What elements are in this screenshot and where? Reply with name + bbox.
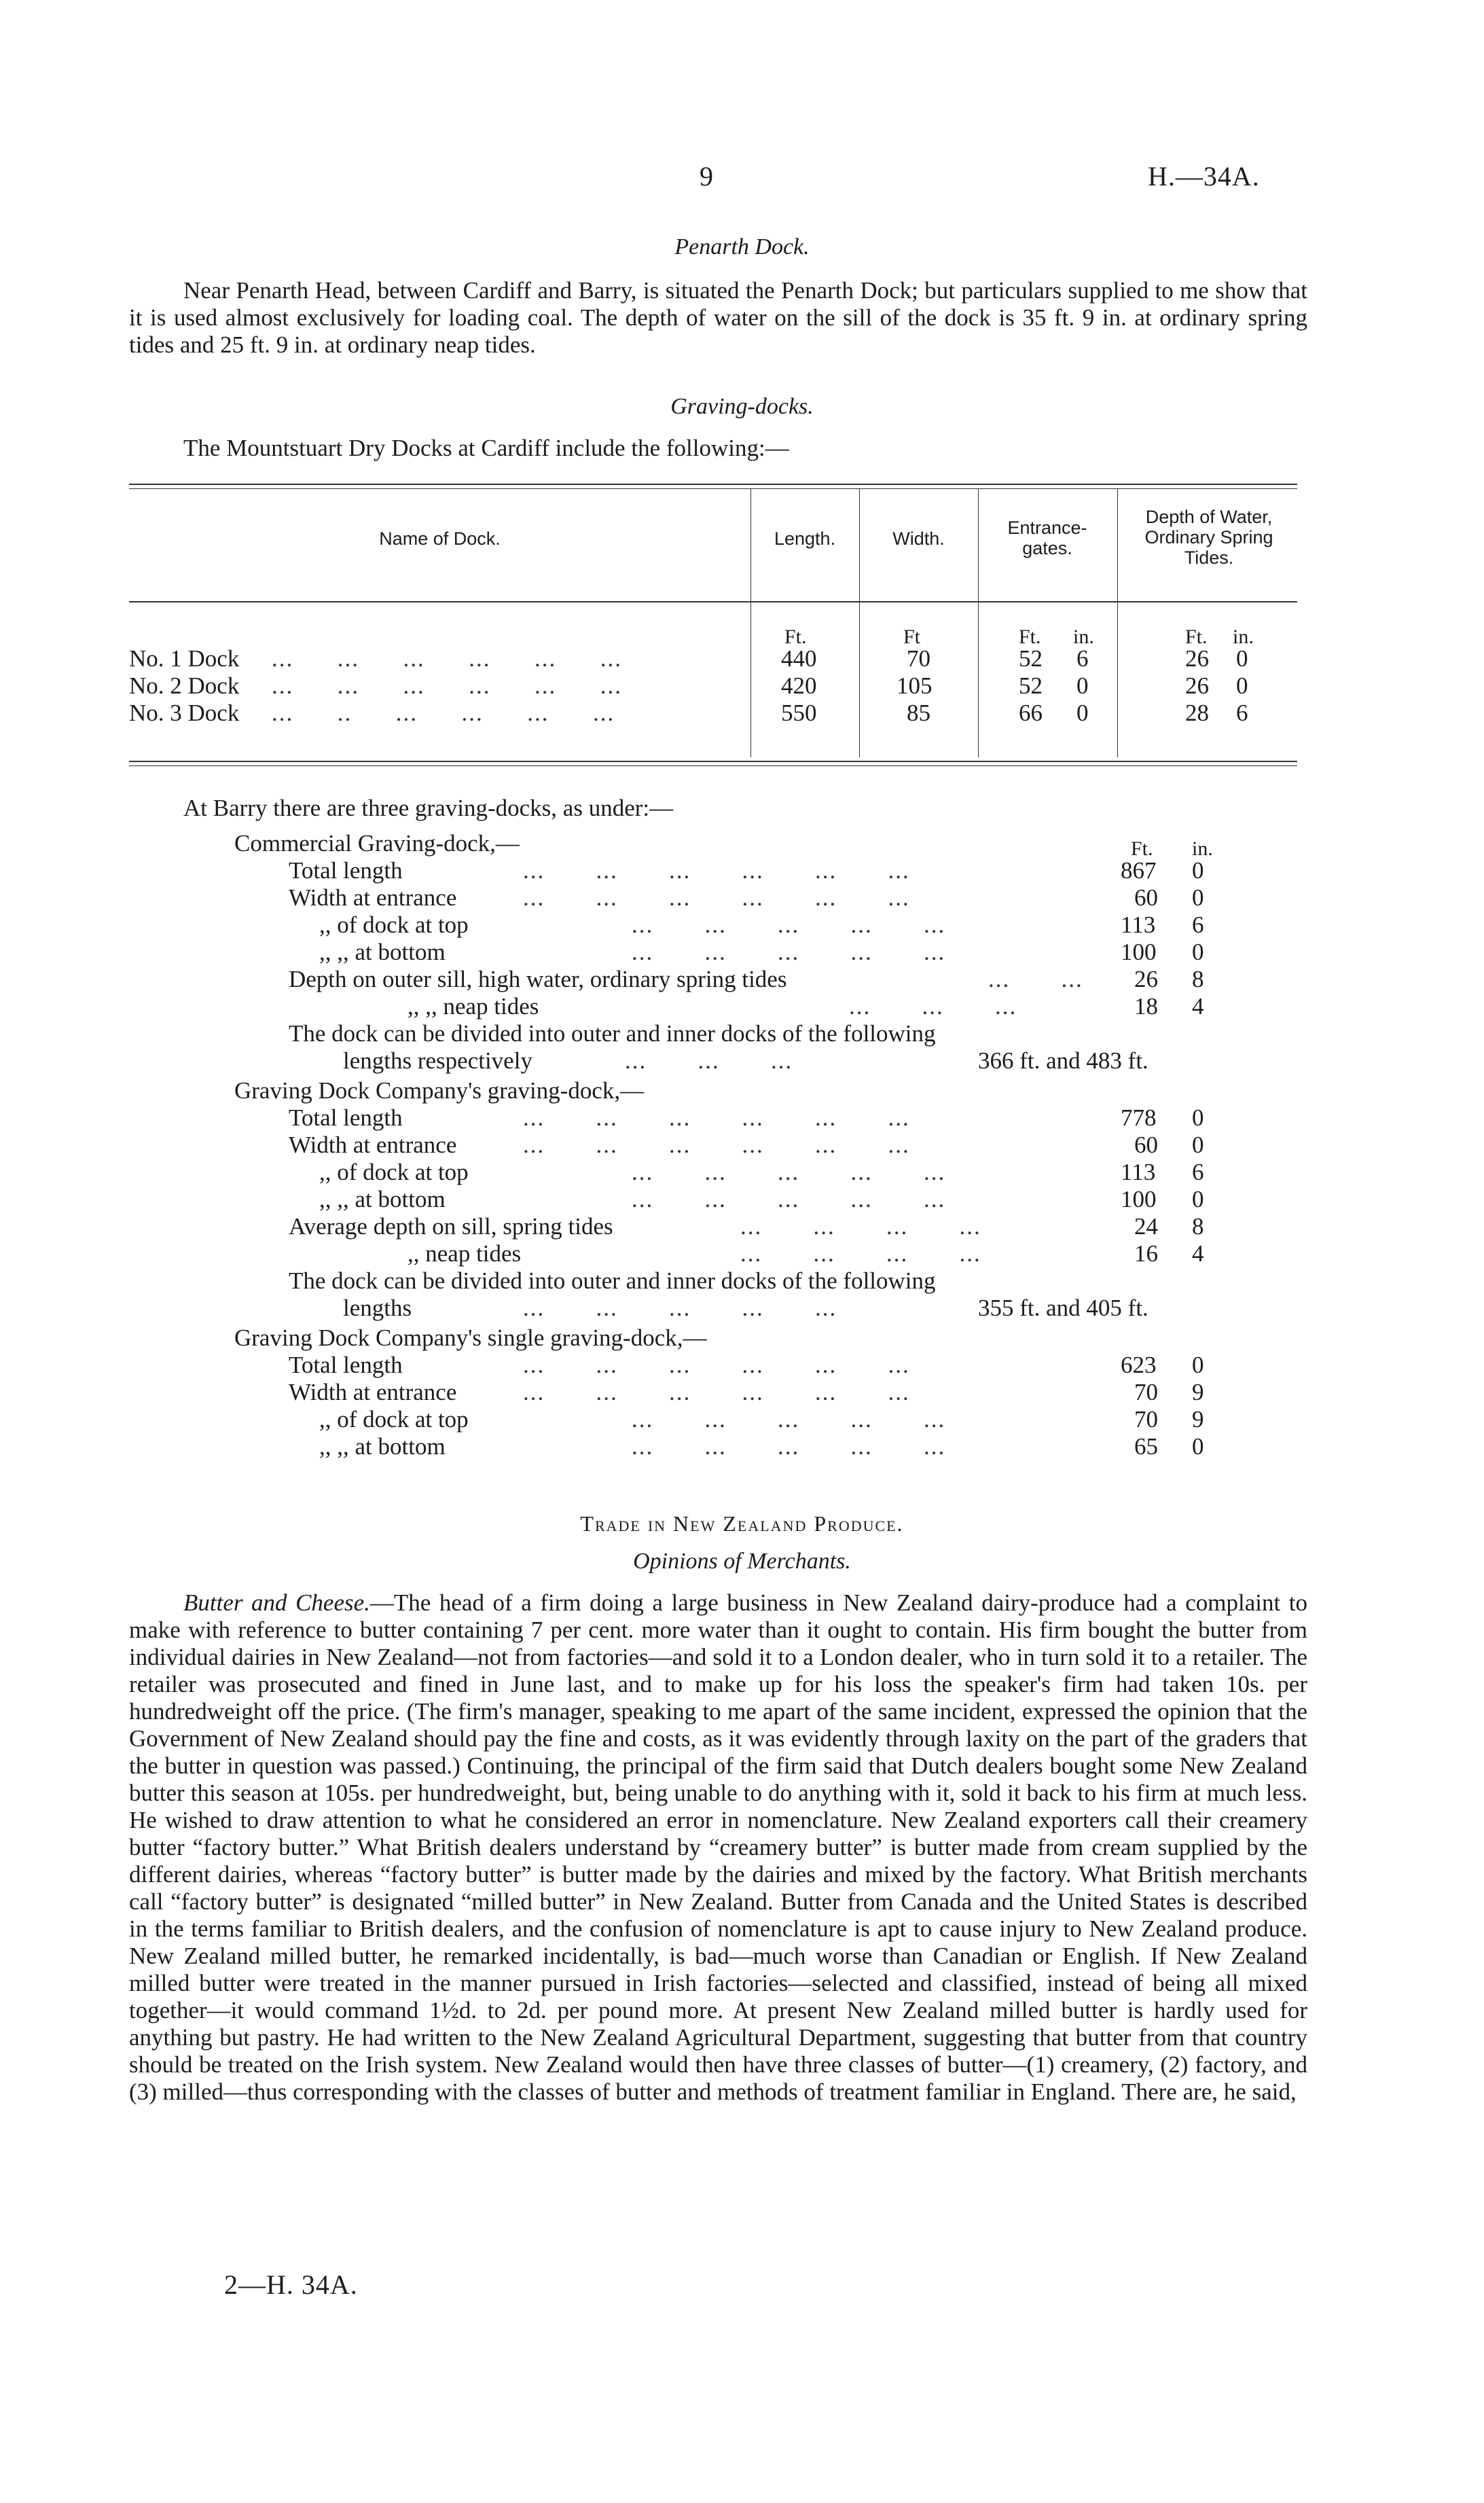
barry-intro: At Barry there are three graving-docks, as under:— xyxy=(183,795,674,821)
penarth-paragraph xyxy=(129,277,1307,359)
unit-length: Ft. xyxy=(784,626,807,648)
dock-item-ft: 867 xyxy=(1121,857,1157,884)
barry-unit-ft: Ft. xyxy=(1131,838,1153,860)
row-width: 85 xyxy=(907,700,930,726)
row-depth-ft: 26 xyxy=(1185,672,1209,699)
dock-item-in: 6 xyxy=(1192,912,1204,938)
dock-item-in: 0 xyxy=(1192,1352,1204,1378)
unit-gates-ft: Ft. xyxy=(1019,626,1041,648)
commercial-division-values: 366 ft. and 483 ft. xyxy=(978,1047,1148,1074)
dock-item-in: 0 xyxy=(1192,1186,1204,1212)
header-depth: Depth of Water, Ordinary Spring Tides. xyxy=(1144,507,1273,568)
trade-heading: Trade in New Zealand Produce. xyxy=(580,1511,904,1536)
dock-item-ft: 113 xyxy=(1121,1159,1156,1185)
paper-reference: H.—34A. xyxy=(1148,161,1260,192)
dock-item-in: 0 xyxy=(1192,939,1204,965)
row-length: 440 xyxy=(781,645,817,672)
dock-item-in: 4 xyxy=(1192,993,1204,1020)
table-bottom-rule xyxy=(129,761,1297,766)
dock-item-in: 0 xyxy=(1192,1104,1204,1131)
unit-gates-in: in. xyxy=(1073,626,1094,648)
commercial-division-line1: The dock can be divided into outer and inner docks of the following xyxy=(289,1020,936,1047)
row-gates-in: 0 xyxy=(1076,672,1089,699)
dock-item-ft: 623 xyxy=(1121,1352,1157,1378)
dock-item-label: Width at entrance xyxy=(289,884,457,911)
row-length: 550 xyxy=(781,700,817,726)
leader-dots: ... ... ... ... ... ... xyxy=(523,1104,910,1131)
row-depth-in: 0 xyxy=(1236,672,1248,699)
dock-item-in: 6 xyxy=(1192,1159,1204,1185)
dock-item-label: ,, ,, neap tides xyxy=(408,993,539,1020)
row-depth-in: 6 xyxy=(1236,700,1248,726)
dock-item-ft: 24 xyxy=(1134,1213,1158,1240)
row-gates-ft: 52 xyxy=(1019,645,1043,672)
dock-item-ft: 778 xyxy=(1121,1104,1157,1131)
row-width: 105 xyxy=(897,672,933,699)
leader-dots: ... ... ... ... ... ... xyxy=(523,1379,910,1405)
dock-item-label: ,, ,, at bottom xyxy=(319,1433,446,1460)
leader-dots: ... ... ... ... ... xyxy=(632,1186,946,1212)
leader-dots: ... ... ... ... ... ... xyxy=(523,884,910,911)
penarth-text: Near Penarth Head, between Cardiff and Barry, is situated the Penarth Dock; but particulars supplied to me show that it is used almost exclusively for loading coal. The depth of water on the sill of the dock is 35 ft. 9 in. at ordinary spring tides and 25 ft. 9 in. at ordinary neap tides. xyxy=(129,277,1307,358)
footer-signature: 2—H. 34A. xyxy=(224,2269,358,2300)
company-division-line1: The dock can be divided into outer and inner docks of the following xyxy=(289,1267,936,1294)
leader-dots: ... ... ... ... ... ... xyxy=(272,672,622,699)
graving-heading: Graving-docks. xyxy=(670,394,814,419)
trade-text: —The head of a firm doing a large business in New Zealand dairy-produce had a complaint to make with reference to butter containing 7 per cent. more water than it ought to contain. His firm bought the butter from individual dairies in New Zealand—not from factories—and sold it to a London dealer, who in turn sold it to a retailer. The retailer was prosecuted and fined in June last, and to make up for his loss the speaker's firm had taken 10s. per hundredweight off the price. (The firm's manager, speaking to me apart of the same incident, expressed the opinion that the Government of New Zealand should pay the fine and costs, as it was evidently through laxity on the part of the graders that the butter in question was passed.) Continuing, the principal of the firm said that Dutch dealers bought some New Zealand butter this season at 105s. per hundredweight, but, being unable to do anything with it, sold it back to his firm at much less. He wished to draw attention to what he considered an error in nomenclature. New Zealand exporters call their creamery butter “factory butter.” What British dealers understand by “creamery butter” is butter made from cream supplied by the different dairies, whereas “factory butter” is butter made by the dairies and mixed by the factory. What British merchants call “factory butter” is designated “milled butter” in New Zealand. Butter from Canada and the United States is described in the terms familiar to British dealers, and the confusion of nomenclature is apt to cause injury to New Zealand produce. New Zealand milled butter, he remarked incidentally, is bad—much worse than Canadian or English. If New Zealand milled butter were treated in the manner pursued in Irish factories—selected and classified, instead of being all mixed together—it would command 1½d. to 2d. per pound more. At present New Zealand milled butter is hardly used for anything but pastry. He had written to the New Zealand Agricultural Department, suggesting that butter from that country should be treated on the Irish system. New Zealand would then have three classes of butter—(1) creamery, (2) factory, and (3) milled—thus corresponding with the classes of butter and methods of treatment familiar in England. There are, he said, xyxy=(129,1589,1307,2105)
dock-item-label: Average depth on sill, spring tides xyxy=(289,1213,613,1240)
leader-dots: ... .. ... ... ... ... xyxy=(272,700,615,726)
dock-item-in: 9 xyxy=(1192,1379,1204,1405)
dock-item-ft: 70 xyxy=(1134,1406,1158,1433)
dock-item-ft: 26 xyxy=(1134,966,1158,992)
leader-dots: ... ... ... ... ... ... xyxy=(523,1352,910,1378)
header-gates: Entrance-gates. xyxy=(1007,518,1087,558)
company-division-line2: lengths xyxy=(343,1295,412,1321)
dock-item-label: ,, ,, at bottom xyxy=(319,939,446,965)
dock-item-in: 0 xyxy=(1192,857,1204,884)
dock-item-label: ,, neap tides xyxy=(408,1240,522,1267)
dock-item-ft: 60 xyxy=(1134,1132,1158,1158)
single-title: Graving Dock Company's single graving-dock,— xyxy=(234,1325,707,1351)
dock-item-ft: 18 xyxy=(1134,993,1158,1020)
dock-item-in: 0 xyxy=(1192,1132,1204,1158)
dock-item-label: ,, ,, at bottom xyxy=(319,1186,446,1212)
row-gates-ft: 52 xyxy=(1019,672,1043,699)
penarth-heading: Penarth Dock. xyxy=(674,234,810,259)
unit-depth-in: in. xyxy=(1233,626,1254,648)
trade-lead: Butter and Cheese. xyxy=(183,1589,370,1616)
leader-dots: ... ... ... ... xyxy=(740,1240,981,1267)
header-name: Name of Dock. xyxy=(379,528,501,549)
leader-dots: ... ... xyxy=(988,966,1083,992)
row-width: 70 xyxy=(907,645,930,672)
header-length: Length. xyxy=(774,528,836,549)
row-depth-ft: 28 xyxy=(1185,700,1209,726)
commercial-title: Commercial Graving-dock,— xyxy=(234,830,520,857)
dock-item-in: 0 xyxy=(1192,884,1204,911)
dock-item-label: Total length xyxy=(289,857,403,884)
row-name: No. 1 Dock xyxy=(129,645,240,672)
col-divider xyxy=(1117,489,1118,757)
dock-item-in: 0 xyxy=(1192,1433,1204,1460)
dock-item-label: Total length xyxy=(289,1352,403,1378)
leader-dots: ... ... ... ... ... xyxy=(523,1295,837,1321)
dock-item-in: 9 xyxy=(1192,1406,1204,1433)
commercial-division-line2: lengths respectively xyxy=(343,1047,532,1074)
dock-item-ft: 100 xyxy=(1121,1186,1157,1212)
trade-subheading: Opinions of Merchants. xyxy=(633,1549,851,1574)
leader-dots: ... ... ... ... ... xyxy=(632,1159,946,1185)
page-number: 9 xyxy=(700,161,713,192)
table-top-rule xyxy=(129,484,1297,489)
row-gates-in: 0 xyxy=(1076,700,1089,726)
leader-dots: ... ... ... ... ... xyxy=(632,912,946,938)
leader-dots: ... ... ... ... ... xyxy=(632,1406,946,1433)
dock-item-label: ,, of dock at top xyxy=(319,1159,469,1185)
dock-item-in: 8 xyxy=(1192,966,1204,992)
row-depth-in: 0 xyxy=(1236,645,1248,672)
dock-item-ft: 16 xyxy=(1134,1240,1158,1267)
company-title: Graving Dock Company's graving-dock,— xyxy=(234,1077,645,1104)
dock-item-label: Width at entrance xyxy=(289,1132,457,1158)
dock-item-ft: 65 xyxy=(1134,1433,1158,1460)
leader-dots: ... ... ... ... xyxy=(740,1213,981,1240)
leader-dots: ... ... ... ... ... xyxy=(632,939,946,965)
dock-item-ft: 70 xyxy=(1134,1379,1158,1405)
leader-dots: ... ... ... ... ... ... xyxy=(523,1132,910,1158)
graving-intro: The Mountstuart Dry Docks at Cardiff include the following:— xyxy=(183,435,789,461)
unit-depth-ft: Ft. xyxy=(1185,626,1208,648)
dock-item-ft: 100 xyxy=(1121,939,1157,965)
row-name: No. 3 Dock xyxy=(129,700,240,726)
dock-item-label: ,, of dock at top xyxy=(319,912,469,938)
leader-dots: ... ... ... xyxy=(849,993,1017,1020)
row-length: 420 xyxy=(781,672,817,699)
leader-dots: ... ... ... xyxy=(625,1047,793,1074)
dock-item-in: 4 xyxy=(1192,1240,1204,1267)
unit-width: Ft xyxy=(903,626,921,648)
dock-item-label: Total length xyxy=(289,1104,403,1131)
dock-item-label: ,, of dock at top xyxy=(319,1406,469,1433)
table-header-rule xyxy=(129,601,1297,602)
header-width: Width. xyxy=(892,528,945,549)
row-name: No. 2 Dock xyxy=(129,672,240,699)
dock-item-label: Width at entrance xyxy=(289,1379,457,1405)
dock-item-ft: 60 xyxy=(1134,884,1158,911)
row-depth-ft: 26 xyxy=(1185,645,1209,672)
trade-paragraph xyxy=(129,1589,1307,2106)
leader-dots: ... ... ... ... ... ... xyxy=(523,857,910,884)
row-gates-in: 6 xyxy=(1076,645,1089,672)
row-gates-ft: 66 xyxy=(1019,700,1043,726)
dock-item-label: Depth on outer sill, high water, ordinary spring tides xyxy=(289,966,787,992)
leader-dots: ... ... ... ... ... ... xyxy=(272,645,622,672)
dock-item-in: 8 xyxy=(1192,1213,1204,1240)
col-divider xyxy=(978,489,979,757)
barry-unit-in: in. xyxy=(1192,838,1213,860)
company-division-values: 355 ft. and 405 ft. xyxy=(978,1295,1148,1321)
dock-item-ft: 113 xyxy=(1121,912,1156,938)
leader-dots: ... ... ... ... ... xyxy=(632,1433,946,1460)
